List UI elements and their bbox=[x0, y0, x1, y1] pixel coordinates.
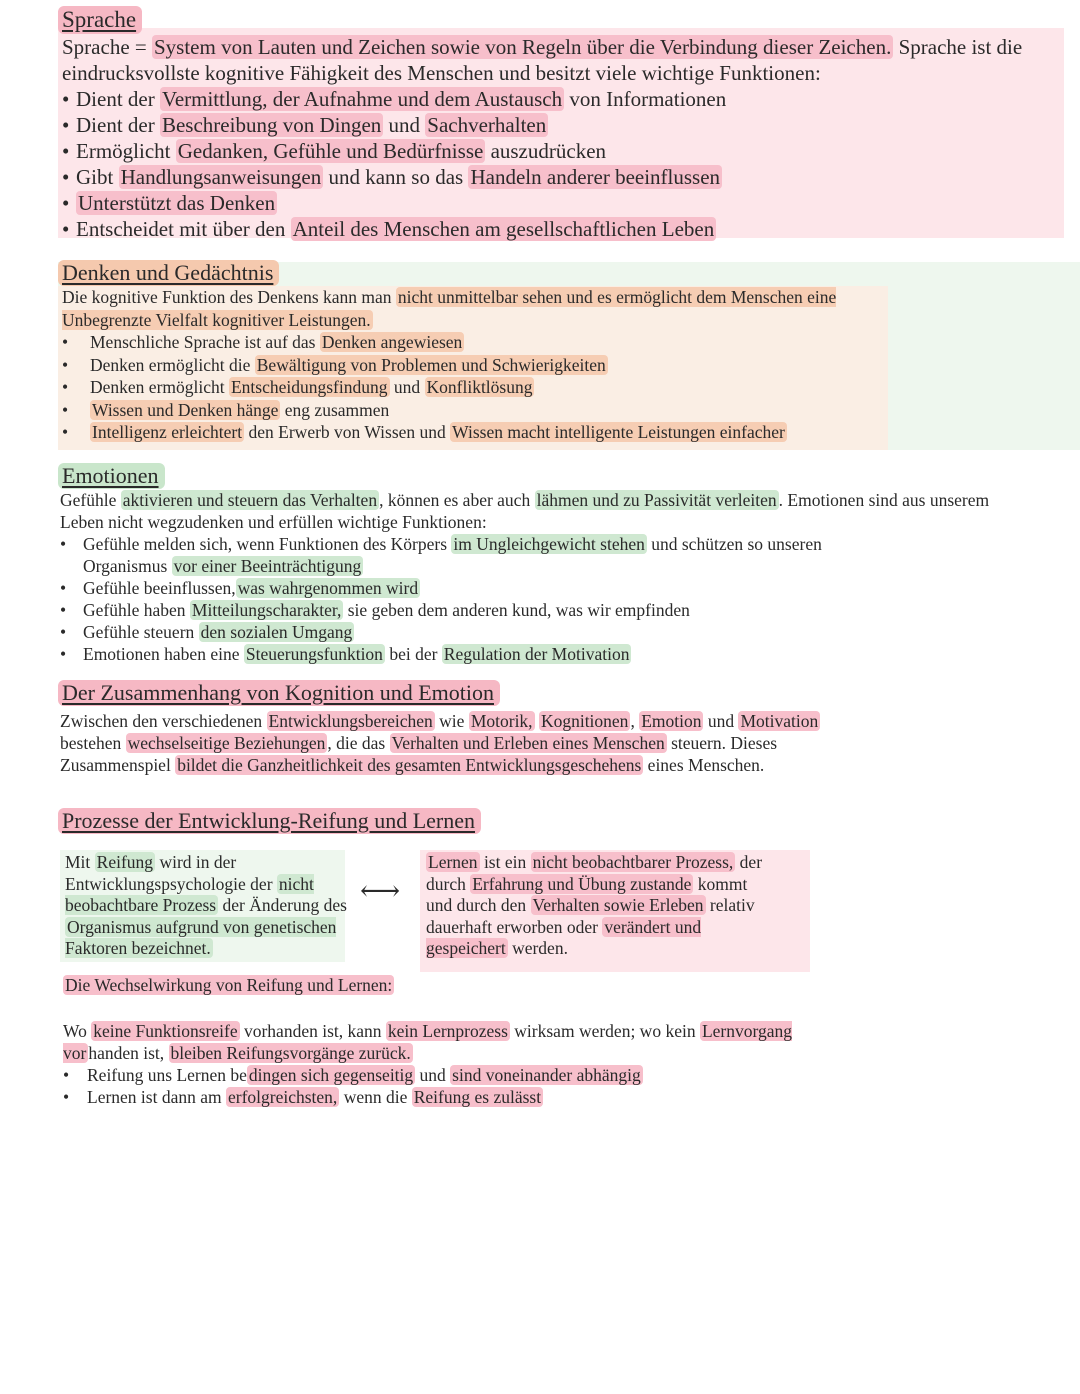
highlighted-text: Wissen macht intelligente Leistungen einfacher bbox=[452, 422, 785, 442]
highlighted-text: Handlungsanweisungen bbox=[120, 165, 322, 189]
text-segment: auszudrücken bbox=[485, 139, 607, 163]
list-item bbox=[63, 1064, 863, 1086]
text-segment: Gibt bbox=[76, 165, 119, 189]
highlighted-text: Organismus aufgrund von genetischen Faktoren bezeichnet. bbox=[65, 916, 337, 958]
text-segment: Dient der bbox=[76, 87, 160, 111]
highlighted-text: erfolgreichsten, bbox=[227, 1087, 338, 1107]
highlighted-text: Gedanken, Gefühle und Bedürfnisse bbox=[177, 139, 484, 163]
highlighted-text: kein Lernprozess bbox=[387, 1021, 508, 1041]
denken-list bbox=[58, 331, 888, 444]
highlighted-text: aktivieren und steuern das Verhalten bbox=[122, 490, 378, 510]
text-segment: ist ein bbox=[479, 852, 531, 872]
text-segment: Wo bbox=[63, 1021, 92, 1041]
list-item bbox=[62, 216, 1068, 242]
highlighted-text: Beschreibung von Dingen bbox=[161, 113, 382, 137]
text-segment: Gefühle haben bbox=[83, 600, 190, 620]
text-segment: Zwischen den verschiedenen bbox=[60, 711, 267, 731]
wechsel-title: Die Wechselwirkung von Reifung und Lernen: bbox=[65, 975, 393, 995]
wechsel-body bbox=[63, 1020, 803, 1064]
highlighted-text: Handeln anderer beeinflussen bbox=[470, 165, 721, 189]
lernen-text bbox=[426, 852, 766, 960]
wechsel-section bbox=[63, 974, 863, 1108]
highlighted-text: Regulation der Motivation bbox=[443, 644, 630, 664]
list-item bbox=[62, 112, 1068, 138]
section-emotionen bbox=[58, 463, 998, 665]
list-item bbox=[60, 599, 860, 621]
highlighted-text: Motorik, bbox=[470, 711, 533, 731]
highlighted-text: Reifung es zulässt bbox=[413, 1087, 542, 1107]
text-segment: handen ist, bbox=[88, 1043, 169, 1063]
text-segment: wirksam werden; wo kein bbox=[509, 1021, 700, 1041]
highlighted-text: Mitteilungscharakter, bbox=[191, 600, 342, 620]
text-segment: der durch bbox=[426, 852, 763, 894]
text-segment: und bbox=[389, 377, 425, 397]
highlighted-text: Wissen und Denken hänge bbox=[92, 399, 279, 420]
text-segment: und bbox=[415, 1065, 451, 1085]
reifung-text bbox=[65, 852, 347, 960]
highlighted-text: sind voneinander abhängig bbox=[452, 1065, 641, 1085]
highlighted-text: vor einer Beeinträchtigung bbox=[173, 556, 362, 576]
highlighted-text: nicht beobachtbare Prozess bbox=[65, 873, 314, 915]
sprache-intro bbox=[58, 34, 1068, 86]
highlighted-text: dingen sich gegenseitig bbox=[248, 1065, 414, 1085]
text-segment: Mit bbox=[65, 852, 95, 872]
highlighted-text: Motivation bbox=[740, 711, 819, 731]
highlighted-text: Steuerungsfunktion bbox=[245, 644, 383, 664]
wechsel-list bbox=[63, 1064, 863, 1108]
text-segment: vorhanden ist, kann bbox=[239, 1021, 386, 1041]
highlighted-text: Vermittlung, der Aufnahme und dem Austausch bbox=[161, 87, 563, 111]
text-segment: Reifung uns Lernen be bbox=[87, 1065, 247, 1085]
highlighted-text: im Ungleichgewicht stehen bbox=[453, 534, 645, 554]
text-segment: und bbox=[383, 113, 426, 137]
highlighted-text: Emotion bbox=[641, 711, 702, 731]
emotionen-intro bbox=[58, 489, 998, 533]
list-item bbox=[62, 331, 888, 354]
highlighted-text: Lernvorgang vor bbox=[63, 1021, 793, 1063]
highlighted-text: was wahrgenommen wird bbox=[237, 578, 419, 598]
highlighted-text: Entwicklungsbereichen bbox=[268, 711, 433, 731]
list-item bbox=[60, 643, 860, 665]
text-segment: Menschliche Sprache ist auf das bbox=[90, 332, 320, 352]
text-segment: eines Menschen. bbox=[643, 755, 765, 775]
section-sprache bbox=[58, 6, 1068, 242]
highlighted-text: Erfahrung und Übung zustande bbox=[472, 873, 692, 894]
list-item bbox=[62, 190, 1068, 216]
highlighted-text: Denken angewiesen bbox=[321, 332, 463, 352]
list-item bbox=[62, 138, 1068, 164]
list-item bbox=[62, 421, 888, 444]
highlighted-text: Verhalten und Erleben eines Menschen bbox=[391, 733, 665, 753]
list-item bbox=[62, 164, 1068, 190]
highlighted-text: den sozialen Umgang bbox=[200, 622, 353, 642]
text-segment: und kann so das bbox=[323, 165, 469, 189]
lernen-box bbox=[426, 852, 766, 960]
section-prozesse-heading bbox=[58, 808, 878, 834]
text-segment: bestehen bbox=[60, 733, 126, 753]
text-segment: der Änderung des bbox=[218, 895, 347, 915]
double-arrow-icon: ⟷ bbox=[360, 876, 401, 907]
text-segment: Ermöglicht bbox=[76, 139, 176, 163]
text-segment: Sprache = bbox=[62, 35, 152, 59]
text-segment: Emotionen haben eine bbox=[83, 644, 244, 664]
text-segment: , bbox=[630, 711, 640, 731]
highlighted-text: verändert und gespeichert bbox=[426, 916, 702, 958]
highlighted-text: Intelligenz erleichtert bbox=[92, 422, 243, 442]
text-segment: sie geben dem anderen kund, was wir empfinden bbox=[343, 600, 690, 620]
list-item bbox=[62, 86, 1068, 112]
text-segment: wenn die bbox=[339, 1087, 412, 1107]
text-segment: werden. bbox=[507, 938, 568, 958]
list-item bbox=[60, 533, 860, 577]
text-segment: den Erwerb von Wissen und bbox=[244, 422, 451, 442]
highlighted-text: nicht unmittelbar sehen und es ermöglicht dem Menschen eine Unbegrenzte Vielfalt kognitiver Leistungen. bbox=[62, 287, 837, 330]
text-segment: und bbox=[703, 711, 739, 731]
list-item bbox=[60, 577, 860, 599]
text-segment: und schützen so unseren Organismus bbox=[83, 534, 822, 576]
denken-intro bbox=[58, 286, 888, 331]
text-segment: Gefühle bbox=[60, 490, 121, 510]
text-segment: Gefühle steuern bbox=[83, 622, 199, 642]
list-item bbox=[62, 354, 888, 377]
text-segment: Denken ermöglicht die bbox=[90, 354, 255, 375]
text-segment: wie bbox=[434, 711, 469, 731]
text-segment: Die kognitive Funktion des Denkens kann man bbox=[62, 287, 396, 307]
highlighted-text: Lernen bbox=[428, 852, 478, 872]
text-segment: Gefühle melden sich, wenn Funktionen des Körpers bbox=[83, 534, 452, 554]
highlighted-text: System von Lauten und Zeichen sowie von Regeln über die Verbindung dieser Zeichen. bbox=[153, 35, 892, 59]
heading-sprache: Sprache bbox=[58, 6, 142, 34]
highlighted-text: Konfliktlösung bbox=[426, 377, 533, 397]
text-segment: wird in der Entwicklungspsychologie der bbox=[65, 852, 277, 894]
text-segment: Lernen ist dann am bbox=[87, 1087, 226, 1107]
text-segment: steuern. Dieses Zusammenspiel bbox=[60, 733, 778, 775]
text-segment: Dient der bbox=[76, 113, 160, 137]
list-item bbox=[63, 1086, 863, 1108]
zusammenhang-body bbox=[58, 710, 878, 776]
list-item bbox=[62, 399, 888, 422]
highlighted-text: Bewältigung von Problemen und Schwierigkeiten bbox=[256, 354, 606, 375]
highlighted-text: nicht beobachtbarer Prozess, bbox=[532, 852, 734, 872]
highlighted-text: Anteil des Menschen am gesellschaftlichen Leben bbox=[292, 217, 715, 241]
text-segment: Gefühle beeinflussen, bbox=[83, 578, 236, 598]
list-item bbox=[60, 621, 860, 643]
section-denken bbox=[58, 260, 888, 444]
text-segment: Sprache ist die eindrucksvollste kognitive Fähigkeit des Menschen und besitzt viele wichtige Funktionen: bbox=[62, 35, 1023, 85]
highlighted-text: Unterstützt das Denken bbox=[78, 191, 276, 215]
highlighted-text: Kognitionen bbox=[540, 711, 629, 731]
emotionen-list bbox=[58, 533, 860, 665]
highlighted-text: bildet die Ganzheitlichkeit des gesamten Entwicklungsgeschehens bbox=[177, 755, 642, 775]
text-segment: von Informationen bbox=[564, 87, 727, 111]
highlighted-text: lähmen und zu Passivität verleiten bbox=[536, 490, 777, 510]
highlighted-text: bleiben Reifungsvorgänge zurück. bbox=[170, 1043, 411, 1063]
highlighted-text: Reifung bbox=[96, 852, 154, 872]
text-segment: , können es aber auch bbox=[379, 490, 535, 510]
heading-zusammenhang: Der Zusammenhang von Kognition und Emotion bbox=[58, 680, 500, 706]
highlighted-text: keine Funktionsreife bbox=[93, 1021, 238, 1041]
text-segment: bei der bbox=[384, 644, 442, 664]
highlighted-text: Entscheidungsfindung bbox=[230, 377, 388, 397]
text-segment: eng zusammen bbox=[280, 399, 390, 420]
text-segment: relativ dauerhaft erworben oder bbox=[426, 895, 755, 937]
text-segment: kommt und durch den bbox=[426, 873, 748, 915]
text-segment: . Emotionen sind aus unserem Leben nicht wegzudenken und erfüllen wichtige Funktionen: bbox=[60, 490, 990, 532]
list-item bbox=[62, 376, 888, 399]
heading-emotionen: Emotionen bbox=[58, 463, 165, 489]
text-segment: Entscheidet mit über den bbox=[76, 217, 291, 241]
heading-denken: Denken und Gedächtnis bbox=[58, 260, 279, 286]
section-zusammenhang bbox=[58, 680, 878, 776]
highlighted-text: Verhalten sowie Erleben bbox=[532, 895, 704, 915]
reifung-box bbox=[65, 852, 347, 960]
text-segment: , die das bbox=[327, 733, 390, 753]
highlighted-text: wechselseitige Beziehungen bbox=[127, 733, 326, 753]
sprache-list bbox=[58, 86, 1068, 242]
text-segment: Denken ermöglicht bbox=[90, 377, 229, 397]
highlighted-text: Sachverhalten bbox=[427, 113, 547, 137]
heading-prozesse: Prozesse der Entwicklung-Reifung und Lernen bbox=[58, 808, 481, 834]
